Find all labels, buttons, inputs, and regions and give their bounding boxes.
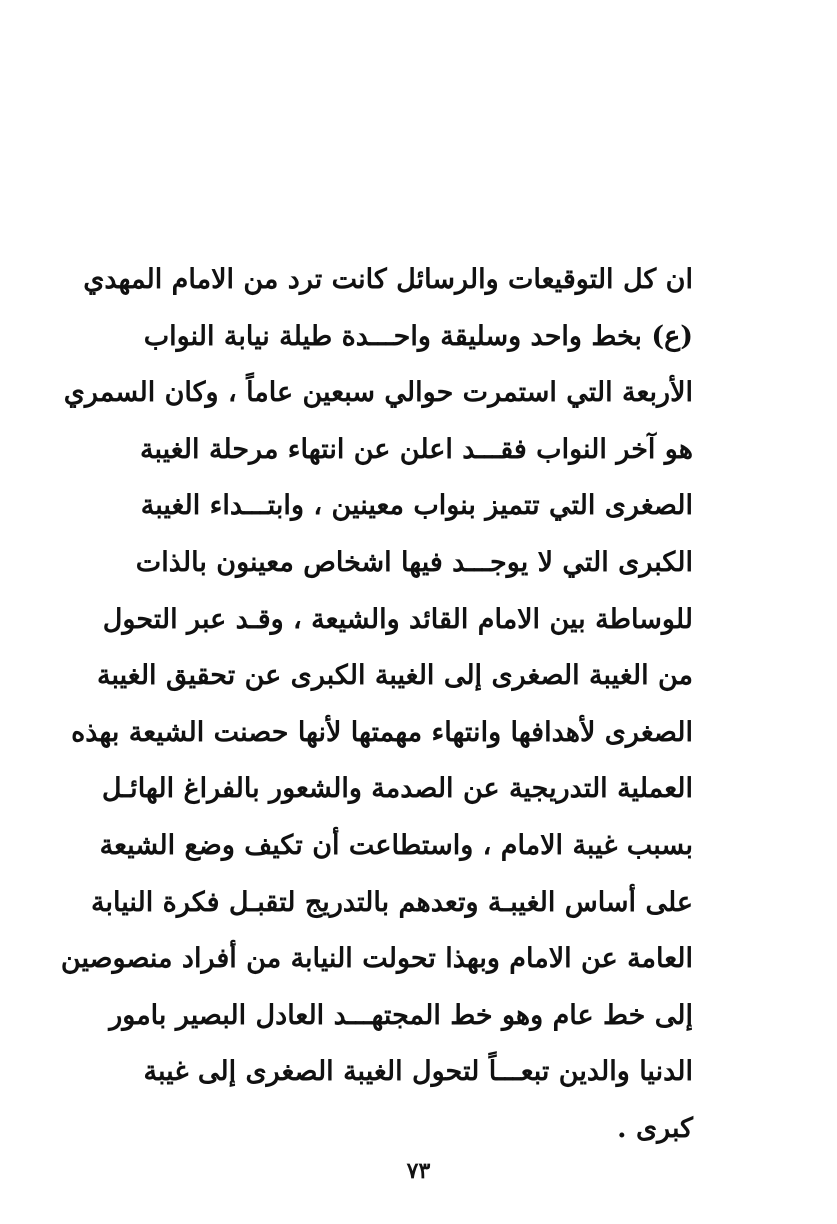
text-line-5: الصغرى التي تتميز بنواب معينين ، وابتـــداء الغيبة xyxy=(140,490,693,522)
text-line-3: الأربعة التي استمرت حوالي سبعين عاماً ، وكان السمري xyxy=(63,377,693,409)
text-line-11: بسبب غيبة الامام ، واستطاعت أن تكيف وضع الشيعة xyxy=(99,829,693,861)
text-line-15: الدنيا والدين تبعـــاً لتحول الغيبة الصغرى إلى غيبة xyxy=(143,1056,693,1088)
text-line-7: للوساطة بين الامام القائد والشيعة ، وقـد عبر التحول xyxy=(102,603,693,635)
text-line-6: الكبرى التي لا يوجـــد فيها اشخاص معينون بالذات xyxy=(135,546,693,578)
text-line-1: ان كل التوقيعات والرسائل كانت ترد من الامام المهدي xyxy=(83,264,693,295)
text-line-12: على أساس الغيبـة وتعدهم بالتدريج لتقبـل فكرة النيابة xyxy=(91,886,693,918)
body-text xyxy=(60,252,693,1158)
page-number: ٧٣ xyxy=(406,1158,431,1184)
text-line-16: كبرى . xyxy=(617,1112,693,1144)
text-line-4: هو آخر النواب فقـــد اعلن عن انتهاء مرحلة الغيبة xyxy=(140,433,693,465)
text-line-10: العملية التدريجية عن الصدمة والشعور بالفراغ الهائـل xyxy=(101,773,693,805)
text-line-8: من الغيبة الصغرى إلى الغيبة الكبرى عن تحقيق الغيبة xyxy=(97,660,693,692)
text-line-2: (ع) بخط واحد وسليقة واحـــدة طيلة نيابة النواب xyxy=(143,320,693,352)
text-line-14: إلى خط عام وهو خط المجتهـــد العادل البصير بامور xyxy=(109,999,693,1031)
text-line-9: الصغرى لأهدافها وانتهاء مهمتها لأنها حصنت الشيعة بهذه xyxy=(71,716,693,748)
text-line-13: العامة عن الامام وبهذا تحولت النيابة من أفراد منصوصين xyxy=(60,943,693,975)
